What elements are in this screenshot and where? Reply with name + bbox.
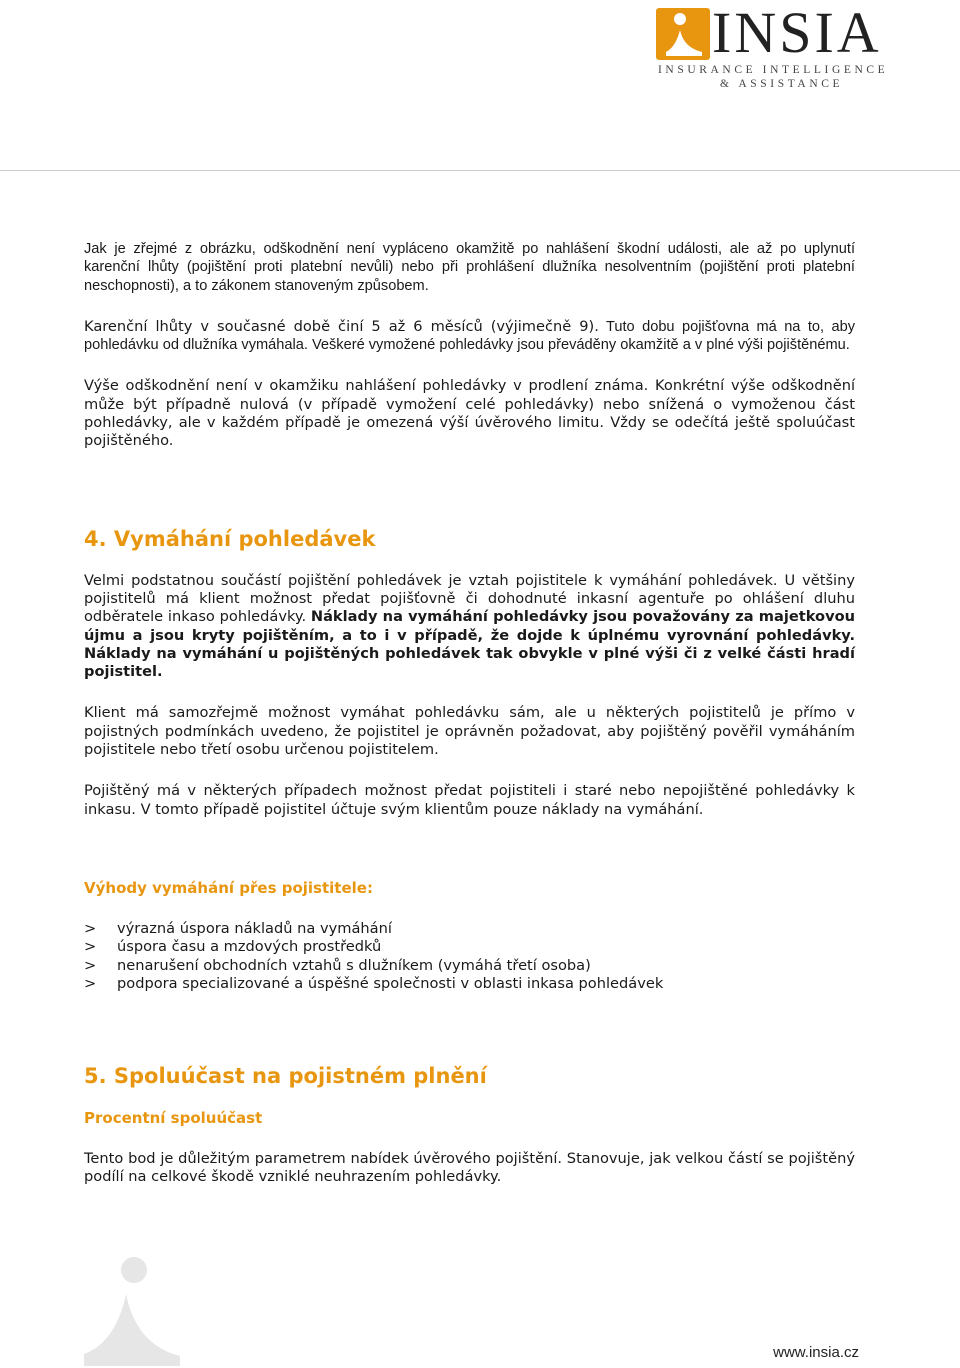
section-5-paragraph-1: Tento bod je důležitým parametrem nabídek úvěrového pojištění. Stanovuje, jak velkou částí se pojištěný podílí na celkové škodě vzniklé neuhrazením pohledávky. — [84, 1150, 855, 1186]
section-4-p1-text: Velmi podstatnou součástí pojištění pohledávek je vztah pojistitele k vymáhání pohledávek. U většiny pojistitelů má klient možnost předat pojišťovně či dohodnuté inkasní agentuře po ohlášení dluhu odběratele inkaso pohledávky. — [84, 571, 855, 626]
benefits-list — [84, 920, 855, 993]
list-item — [84, 975, 855, 993]
karencni-lhuta-text: Karenční lhůty v současné době činí 5 až 6 měsíců (výjimečně 9). — [84, 317, 599, 335]
bullet-marker: > — [84, 956, 97, 974]
list-item — [84, 957, 855, 975]
section-5-subheading: Procentní spoluúčast — [84, 1109, 263, 1128]
benefit-text: výrazná úspora nákladů na vymáhání — [117, 919, 392, 937]
section-4-p1-bold: Náklady na vymáhání pohledávky jsou považovány za majetkovou újmu a jsou kryty pojištěním, a to i v případě, že dojde k úplnému vyrovnání pohledávky. Náklady na vymáhání u pojištěných pohledávek tak obvykle v plné výši či z velké části hradí pojistitel. — [84, 608, 855, 681]
insia-logo-icon — [656, 8, 710, 60]
intro-paragraph-3: Výše odškodnění není v okamžiku nahlášení pohledávky v prodlení známa. Konkrétní výše odškodnění může být případně nulová (v případě vymožení celé pohledávky) nebo snížená o vymoženou část pohledávky, ale v každém případě je omezená výší úvěrového limitu. Vždy se odečítá ještě spoluúčast pojištěného. — [84, 377, 855, 450]
insia-watermark-icon — [76, 1250, 186, 1368]
insia-logo — [656, 0, 926, 90]
section-4-paragraph-3: Pojištěný má v některých případech možnost předat pojistiteli i staré nebo nepojištěné pohledávky k inkasu. V tomto případě pojistitel účtuje svým klientům pouze náklady na vymáhání. — [84, 782, 855, 818]
bullet-marker: > — [84, 938, 97, 956]
header-divider — [0, 170, 960, 171]
section-4-paragraph-2: Klient má samozřejmě možnost vymáhat pohledávku sám, ale u některých pojistitelů je přímo v pojistných podmínkách uvedeno, že pojistitel je oprávněn požadovat, aby pojištěný pověřil vymáháním pojistitele nebo třetí osobu určenou pojistitelem. — [84, 704, 855, 759]
benefits-heading: Výhody vymáhání přes pojistitele: — [84, 878, 373, 897]
logo-tagline: INSURANCE INTELLIGENCE — [658, 64, 889, 76]
bullet-marker: > — [84, 974, 97, 992]
footer-website-link[interactable]: www.insia.cz — [773, 1344, 859, 1361]
intro-paragraph-1: Jak je zřejmé z obrázku, odškodnění není vypláceno okamžitě po nahlášení škodní události, ale až po uplynutí karenční lhůty (pojištění proti platební nevůli) nebo při prohlášení dlužníka nesolventním (pojištění proti platební neschopnosti), a to zákonem stanoveným způsobem. — [84, 241, 855, 294]
benefit-text: podpora specializované a úspěšné společnosti v oblasti inkasa pohledávek — [117, 974, 664, 992]
karencni-lhuta-continuation: Tuto dobu pojišťovna má na to, aby pohledávku od dlužníka vymáhala. Veškeré vymožené pohledávky jsou převáděny okamžitě a v plné výši pojištěnému. — [84, 318, 856, 354]
section-5-heading: 5. Spoluúčast na pojistném plnění — [84, 1064, 487, 1089]
benefit-text: úspora času a mzdových prostředků — [117, 938, 382, 956]
section-4-paragraph-1 — [84, 572, 855, 682]
document-body — [84, 240, 855, 1187]
benefit-text: nenarušení obchodních vztahů s dlužníkem (vymáhá třetí osoba) — [117, 956, 591, 974]
logo-tagline-2: & ASSISTANCE — [720, 78, 844, 90]
list-item — [84, 938, 855, 956]
list-item — [84, 920, 855, 938]
intro-paragraph-2 — [84, 318, 855, 355]
bullet-marker: > — [84, 919, 97, 937]
section-4-heading: 4. Vymáhání pohledávek — [84, 526, 376, 551]
logo-wordmark: INSIA — [712, 0, 882, 65]
